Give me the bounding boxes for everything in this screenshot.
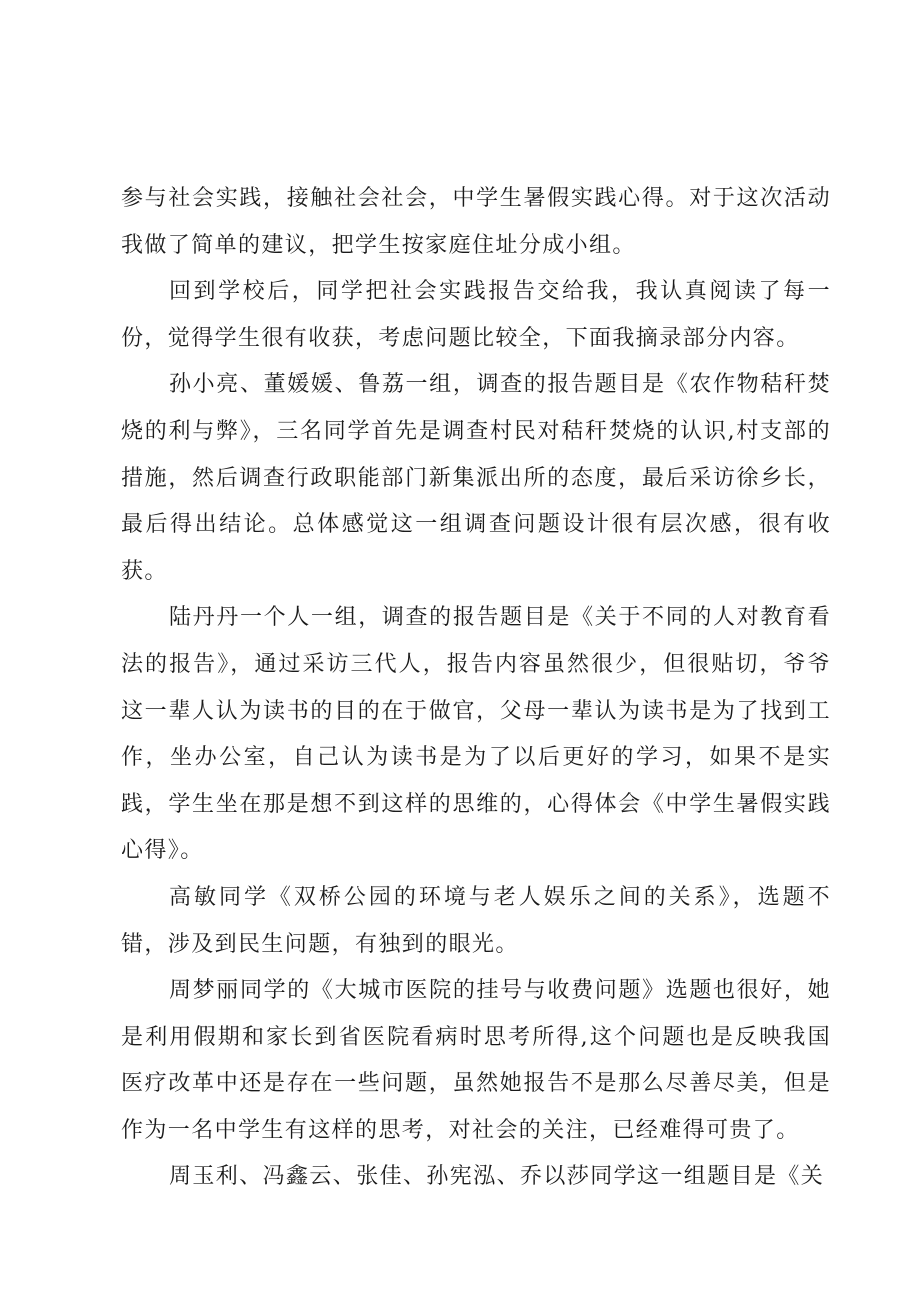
paragraph-4: 陆丹丹一个人一组，调查的报告题目是《关于不同的人对教育看法的报告》，通过采访三代人，报告内容虽然很少，但很贴切，爷爷这一辈人认为读书的目的在于做官，父母一辈认为读书是为了找到工作，坐办公室，自己认为读书是为了以后更好的学习，如果不是实践，学生坐在那是想不到这样的思维的，心得体会《中学生暑假实践心得》。 [121, 605, 831, 864]
paragraph-6: 周梦丽同学的《大城市医院的挂号与收费问题》选题也很好，她是利用假期和家长到省医院看病时思考所得,这个问题也是反映我国医疗改革中还是存在一些问题，虽然她报告不是那么尽善尽美，但是作为一名中学生有这样的思考，对社会的关注，已经难得可贵了。 [121, 978, 831, 1143]
paragraph-5: 高敏同学《双桥公园的环境与老人娱乐之间的关系》，选题不错，涉及到民生问题，有独到的眼光。 [121, 884, 831, 957]
document-body [121, 176, 831, 1201]
paragraph-1: 参与社会实践，接触社会社会，中学生暑假实践心得。对于这次活动我做了简单的建议，把学生按家庭住址分成小组。 [121, 186, 831, 258]
paragraph-2: 回到学校后，同学把社会实践报告交给我，我认真阅读了每一份，觉得学生很有收获，考虑问题比较全，下面我摘录部分内容。 [121, 279, 831, 351]
paragraph-7: 周玉利、冯鑫云、张佳、孙宪泓、乔以莎同学这一组题目是《关 [169, 1164, 825, 1190]
paragraph-3: 孙小亮、董媛媛、鲁荔一组，调查的报告题目是《农作物秸秆焚烧的利与弊》，三名同学首先是调查村民对秸秆焚烧的认识,村支部的措施，然后调查行政职能部门新集派出所的态度，最后采访徐乡长，最后得出结论。总体感觉这一组调查问题设计很有层次感，很有收获。 [121, 372, 831, 584]
